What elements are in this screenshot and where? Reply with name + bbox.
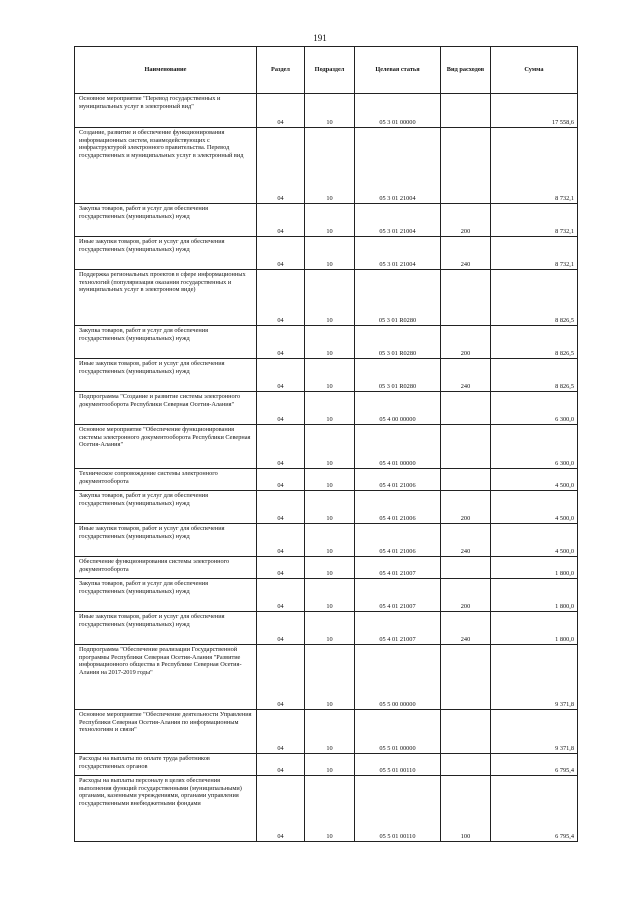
table-row: [75, 237, 578, 270]
cell-target: 05 3 01 R0280: [355, 359, 441, 392]
cell-target: 05 4 01 21007: [355, 579, 441, 612]
cell-name: Создание, развитие и обеспечение функционирования информационных систем, взаимодействующих с инфраструктурой электронного правительства. Перевод государственных и муниципальных услуг в электронный вид: [75, 128, 257, 204]
cell-section: 04: [257, 425, 305, 469]
cell-name: Обеспечение функционирования системы электронного документооборота: [75, 557, 257, 579]
cell-section: 04: [257, 94, 305, 128]
table-row: [75, 128, 578, 204]
cell-target: 05 4 01 21007: [355, 557, 441, 579]
cell-name: Иные закупки товаров, работ и услуг для обеспечения государственных (муниципальных) нужд: [75, 237, 257, 270]
header-type: Вид расходов: [441, 47, 491, 94]
table-row: [75, 491, 578, 524]
cell-section: 04: [257, 612, 305, 645]
cell-target: 05 4 00 00000: [355, 392, 441, 425]
cell-sum: 1 800,0: [491, 612, 578, 645]
cell-name: Иные закупки товаров, работ и услуг для обеспечения государственных (муниципальных) нужд: [75, 612, 257, 645]
cell-sum: 9 371,8: [491, 710, 578, 754]
table-row: [75, 392, 578, 425]
cell-type: [441, 392, 491, 425]
cell-section: 04: [257, 326, 305, 359]
table-row: [75, 326, 578, 359]
header-target: Целевая статья: [355, 47, 441, 94]
cell-target: 05 3 01 R0280: [355, 326, 441, 359]
cell-target: 05 3 01 21004: [355, 237, 441, 270]
cell-subsection: 10: [305, 128, 355, 204]
cell-target: 05 3 01 00000: [355, 94, 441, 128]
cell-type: [441, 425, 491, 469]
cell-name: Поддержка региональных проектов в сфере информационных технологий (популяризация оказания государственных и муниципальных услуг в электронном виде): [75, 270, 257, 326]
cell-type: 240: [441, 612, 491, 645]
cell-section: 04: [257, 491, 305, 524]
table-row: [75, 612, 578, 645]
cell-type: 240: [441, 359, 491, 392]
header-name: Наименование: [75, 47, 257, 94]
cell-type: [441, 645, 491, 710]
cell-type: [441, 94, 491, 128]
page-number: 191: [313, 33, 327, 43]
cell-name: Техническое сопровождение системы электронного документооборота: [75, 469, 257, 491]
cell-name: Подпрограмма "Создание и развитие системы электронного документооборота Республики Северная Осетия-Алания": [75, 392, 257, 425]
cell-name: Основное мероприятие "Обеспечение деятельности Управления Республики Северная Осетия-Алания по информационным технологиям и связи": [75, 710, 257, 754]
cell-name: Основное мероприятие "Обеспечение функционирования системы электронного документооборота Республики Северная Осетия-Алания": [75, 425, 257, 469]
table-row: [75, 710, 578, 754]
cell-name: Закупка товаров, работ и услуг для обеспечения государственных (муниципальных) нужд: [75, 326, 257, 359]
cell-target: 05 5 01 00110: [355, 754, 441, 776]
header-subsection: Подраздел: [305, 47, 355, 94]
cell-type: [441, 710, 491, 754]
cell-sum: 1 800,0: [491, 579, 578, 612]
cell-section: 04: [257, 204, 305, 237]
cell-subsection: 10: [305, 524, 355, 557]
cell-type: 100: [441, 776, 491, 842]
cell-type: 240: [441, 524, 491, 557]
cell-subsection: 10: [305, 579, 355, 612]
cell-sum: 4 500,0: [491, 524, 578, 557]
cell-type: 200: [441, 204, 491, 237]
cell-section: 04: [257, 579, 305, 612]
cell-target: 05 5 01 00000: [355, 710, 441, 754]
cell-type: [441, 469, 491, 491]
cell-target: 05 4 01 21006: [355, 469, 441, 491]
cell-section: 04: [257, 392, 305, 425]
cell-name: Закупка товаров, работ и услуг для обеспечения государственных (муниципальных) нужд: [75, 579, 257, 612]
cell-sum: 8 732,1: [491, 237, 578, 270]
cell-target: 05 4 01 21006: [355, 491, 441, 524]
cell-sum: 8 826,5: [491, 270, 578, 326]
cell-type: [441, 754, 491, 776]
table-header-row: [75, 47, 578, 94]
cell-sum: 8 732,1: [491, 204, 578, 237]
cell-target: 05 4 01 21006: [355, 524, 441, 557]
cell-section: 04: [257, 270, 305, 326]
cell-subsection: 10: [305, 754, 355, 776]
cell-name: Расходы на выплаты персоналу в целях обеспечения выполнения функций государственными (муниципальными) органами, казенными учреждениями, органами управления государственными внебюджетными фондами: [75, 776, 257, 842]
cell-section: 04: [257, 128, 305, 204]
cell-target: 05 4 01 21007: [355, 612, 441, 645]
cell-sum: 6 795,4: [491, 776, 578, 842]
cell-subsection: 10: [305, 645, 355, 710]
cell-section: 04: [257, 710, 305, 754]
table-row: [75, 204, 578, 237]
table-row: [75, 359, 578, 392]
table-row: [75, 645, 578, 710]
header-section: Раздел: [257, 47, 305, 94]
cell-sum: 4 500,0: [491, 491, 578, 524]
cell-type: 200: [441, 326, 491, 359]
cell-type: 200: [441, 579, 491, 612]
cell-subsection: 10: [305, 237, 355, 270]
cell-section: 04: [257, 469, 305, 491]
cell-subsection: 10: [305, 326, 355, 359]
cell-name: Основное мероприятие "Перевод государственных и муниципальных услуг в электронный вид": [75, 94, 257, 128]
header-sum: Сумма: [491, 47, 578, 94]
cell-target: 05 5 01 00110: [355, 776, 441, 842]
cell-target: 05 4 01 00000: [355, 425, 441, 469]
cell-name: Закупка товаров, работ и услуг для обеспечения государственных (муниципальных) нужд: [75, 204, 257, 237]
cell-section: 04: [257, 557, 305, 579]
cell-target: 05 5 00 00000: [355, 645, 441, 710]
cell-type: 240: [441, 237, 491, 270]
cell-sum: 8 826,5: [491, 359, 578, 392]
cell-section: 04: [257, 359, 305, 392]
table-body: [75, 94, 578, 842]
cell-sum: 1 800,0: [491, 557, 578, 579]
cell-subsection: 10: [305, 204, 355, 237]
cell-subsection: 10: [305, 612, 355, 645]
cell-subsection: 10: [305, 557, 355, 579]
cell-name: Расходы на выплаты по оплате труда работников государственных органов: [75, 754, 257, 776]
cell-sum: 6 300,0: [491, 425, 578, 469]
cell-type: [441, 557, 491, 579]
cell-target: 05 3 01 21004: [355, 204, 441, 237]
cell-section: 04: [257, 754, 305, 776]
table-row: [75, 579, 578, 612]
cell-sum: 8 732,1: [491, 128, 578, 204]
cell-target: 05 3 01 R0280: [355, 270, 441, 326]
cell-sum: 17 558,6: [491, 94, 578, 128]
cell-name: Закупка товаров, работ и услуг для обеспечения государственных (муниципальных) нужд: [75, 491, 257, 524]
cell-sum: 9 371,8: [491, 645, 578, 710]
cell-subsection: 10: [305, 469, 355, 491]
cell-subsection: 10: [305, 491, 355, 524]
cell-name: Подпрограмма "Обеспечение реализации Государственной программы Республики Северная Осетия-Алания "Развитие информационного общества в Республике Северная Осетия-Алания на 2017-2019 годы": [75, 645, 257, 710]
table-row: [75, 425, 578, 469]
table-row: [75, 469, 578, 491]
table-row: [75, 776, 578, 842]
table-row: [75, 524, 578, 557]
cell-section: 04: [257, 524, 305, 557]
cell-sum: 6 300,0: [491, 392, 578, 425]
cell-type: [441, 128, 491, 204]
table-row: [75, 557, 578, 579]
cell-type: 200: [441, 491, 491, 524]
cell-subsection: 10: [305, 94, 355, 128]
cell-subsection: 10: [305, 425, 355, 469]
cell-name: Иные закупки товаров, работ и услуг для обеспечения государственных (муниципальных) нужд: [75, 524, 257, 557]
cell-subsection: 10: [305, 392, 355, 425]
table-row: [75, 754, 578, 776]
cell-subsection: 10: [305, 359, 355, 392]
cell-target: 05 3 01 21004: [355, 128, 441, 204]
cell-section: 04: [257, 776, 305, 842]
table-row: [75, 94, 578, 128]
cell-type: [441, 270, 491, 326]
cell-subsection: 10: [305, 776, 355, 842]
cell-sum: 6 795,4: [491, 754, 578, 776]
cell-subsection: 10: [305, 710, 355, 754]
table-row: [75, 270, 578, 326]
cell-section: 04: [257, 645, 305, 710]
budget-table: [74, 46, 578, 842]
cell-section: 04: [257, 237, 305, 270]
cell-sum: 4 500,0: [491, 469, 578, 491]
cell-name: Иные закупки товаров, работ и услуг для обеспечения государственных (муниципальных) нужд: [75, 359, 257, 392]
cell-sum: 8 826,5: [491, 326, 578, 359]
cell-subsection: 10: [305, 270, 355, 326]
